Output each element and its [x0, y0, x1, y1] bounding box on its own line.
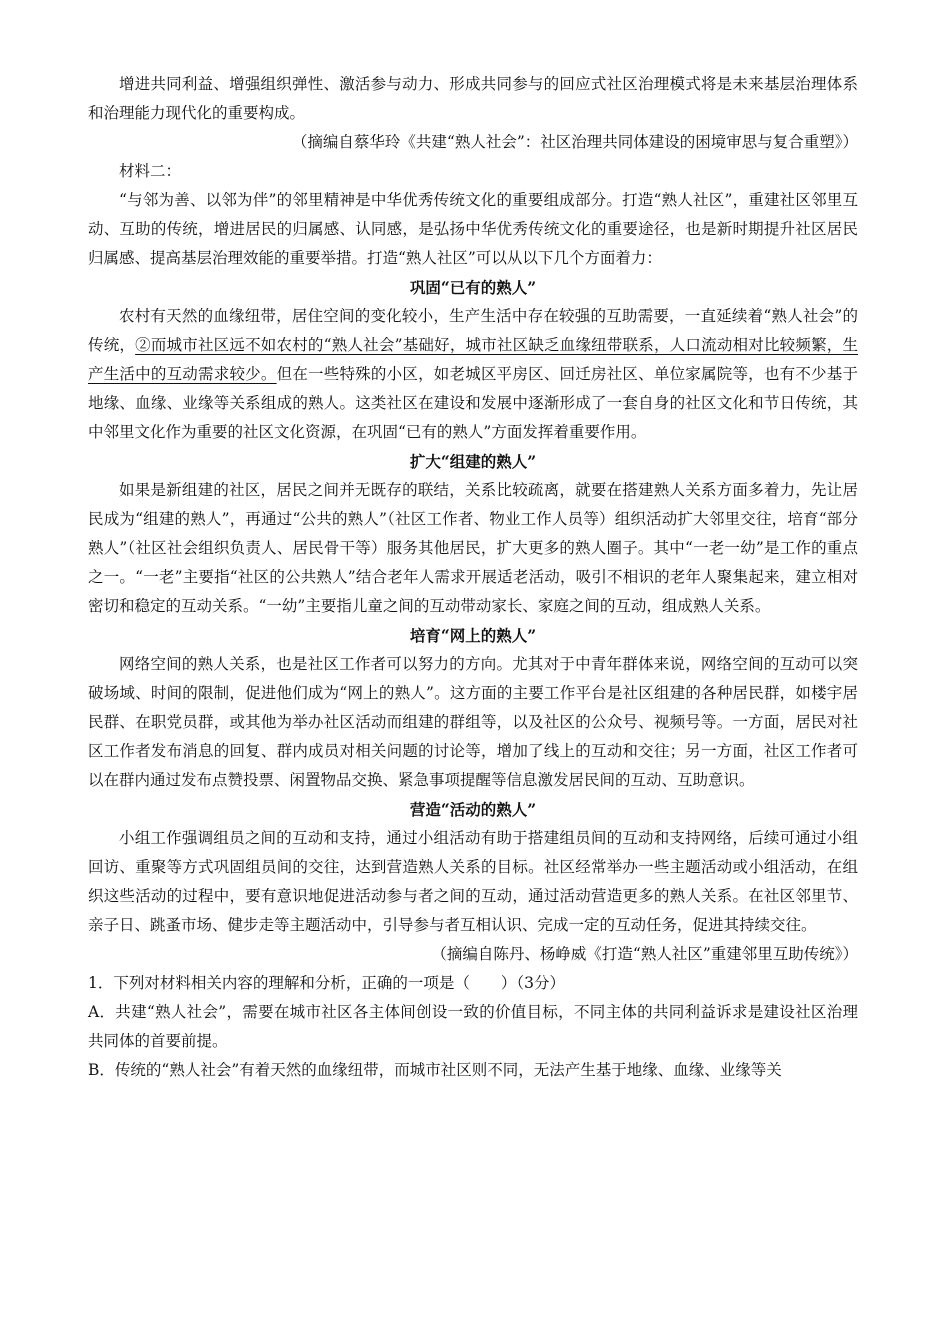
section-heading-3: 培育“网上的熟人”: [409, 626, 537, 645]
paragraph-section-4: 小组工作强调组员之间的互动和支持，通过小组活动有助于搭建组员间的互动和支持网络，后续可通过小组回访、重聚等方式巩固组员间的交往，达到营造熟人关系的目标。社区经常举办一些主题活动或小组活动，在组织这些活动的过程中，要有意识地促进活动参与者之间的互动，通过活动营造更多的熟人关系。在社区邻里节、亲子日、跳蚤市场、健步走等主题活动中，引导参与者互相认识、完成一定的互动任务，促进其持续交往。: [88, 829, 858, 934]
source-citation-1: （摘编自蔡华玲《共建“熟人社会”：社区治理共同体建设的困境审思与复合重塑》）: [291, 133, 858, 151]
document-page: [88, 70, 858, 1085]
option-b: B．传统的“熟人社会”有着天然的血缘纽带，而城市社区则不同，无法产生基于地缘、血缘、业缘等关: [88, 1061, 782, 1079]
paragraph-section-1: [88, 302, 858, 447]
question-1: 1．下列对材料相关内容的理解和分析，正确的一项是（ ）（3分）: [88, 974, 565, 992]
source-citation-2: （摘编自陈丹、杨峥威《打造“熟人社区”重建邻里互助传统》）: [431, 945, 858, 963]
paragraph-section-1-start: 农村有天然的血缘纽带，居住空间的变化较小，生产生活中存在较强的互助需要，一直延续着“熟人社会”的传统，: [88, 307, 858, 354]
paragraph-intro: 增进共同利益、增强组织弹性、激活参与动力、形成共同参与的回应式社区治理模式将是未来基层治理体系和治理能力现代化的重要构成。: [88, 75, 858, 122]
section-heading-2: 扩大“组建的熟人”: [409, 452, 537, 471]
material-2-label: 材料二：: [119, 162, 182, 180]
underlined-sentence-2: ②而城市社区远不如农村的“熟人社会”基础好，城市社区缺乏血缘纽带联系，人口流动相对比较频繁，生产生活中的互动需求较少。: [88, 336, 858, 383]
section-heading-4: 营造“活动的熟人”: [409, 800, 537, 819]
paragraph-section-3: 网络空间的熟人关系，也是社区工作者可以努力的方向。尤其对于中青年群体来说，网络空间的互动可以突破场域、时间的限制，促进他们成为“网上的熟人”。这方面的主要工作平台是社区组建的各种居民群，如楼宇居民群、在职党员群，或其他为举办社区活动而组建的群组等，以及社区的公众号、视频号等。一方面，居民对社区工作者发布消息的回复、群内成员对相关问题的讨论等，增加了线上的互动和交往；另一方面，社区工作者可以在群内通过发布点赞投票、闲置物品交换、紧急事项提醒等信息激发居民间的互动、互助意识。: [88, 655, 858, 789]
section-heading-1: 巩固“已有的熟人”: [409, 278, 537, 297]
paragraph-material-2: “与邻为善、以邻为伴”的邻里精神是中华优秀传统文化的重要组成部分。打造“熟人社区”，重建社区邻里互动、互助的传统，增进居民的归属感、认同感，是弘扬中华优秀传统文化的重要途径，也是新时期提升社区居民归属感、提高基层治理效能的重要举措。打造“熟人社区”可以从以下几个方面着力：: [88, 191, 858, 267]
option-a: A．共建“熟人社会”，需要在城市社区各主体间创设一致的价值目标，不同主体的共同利益诉求是建设社区治理共同体的首要前提。: [88, 1003, 858, 1050]
paragraph-section-1-end: 但在一些特殊的小区，如老城区平房区、回迁房社区、单位家属院等，也有不少基于地缘、血缘、业缘等关系组成的熟人。这类社区在建设和发展中逐渐形成了一套自身的社区文化和节日传统，其中邻里文化作为重要的社区文化资源，在巩固“已有的熟人”方面发挥着重要作用。: [88, 365, 858, 441]
paragraph-section-2: 如果是新组建的社区，居民之间并无既存的联结，关系比较疏离，就要在搭建熟人关系方面多着力，先让居民成为“组建的熟人”，再通过“公共的熟人”（社区工作者、物业工作人员等）组织活动扩大邻里交往，培育“部分熟人”（社区社会组织负责人、居民骨干等）服务其他居民，扩大更多的熟人圈子。其中“一老一幼”是工作的重点之一。“一老”主要指“社区的公共熟人”结合老年人需求开展适老活动，吸引不相识的老年人聚集起来，建立相对密切和稳定的互动关系。“一幼”主要指儿童之间的互动带动家长、家庭之间的互动，组成熟人关系。: [88, 481, 858, 615]
